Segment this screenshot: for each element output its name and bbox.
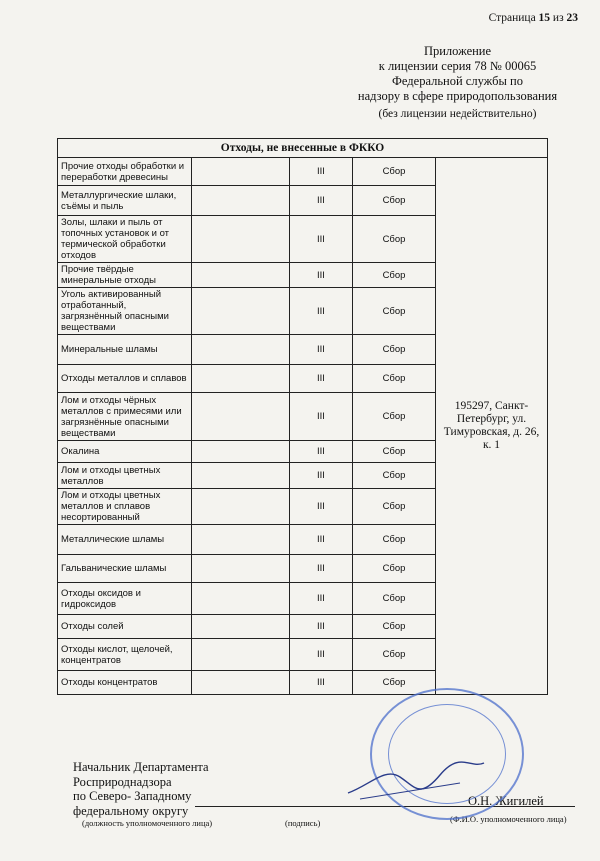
hazard-class: III <box>290 158 353 186</box>
appendix-line: надзору в сфере природопользования <box>357 89 558 103</box>
blank-cell <box>192 525 290 555</box>
hazard-class: III <box>290 671 353 695</box>
waste-table <box>57 138 548 695</box>
waste-name: Лом и отходы цветных металлов <box>58 463 192 489</box>
blank-cell <box>192 158 290 186</box>
table-header: Отходы, не внесенные в ФККО <box>58 139 548 158</box>
appendix-note: (без лицензии недействительно) <box>378 108 537 120</box>
activity-type: Сбор <box>353 158 436 186</box>
hazard-class: III <box>290 288 353 335</box>
blank-cell <box>192 489 290 525</box>
hazard-class: III <box>290 441 353 463</box>
page-separator: из <box>552 12 564 24</box>
waste-name: Прочие твёрдые минеральные отходы <box>58 263 192 288</box>
table-row <box>58 158 548 186</box>
handwritten-signature <box>340 755 490 805</box>
hazard-class: III <box>290 489 353 525</box>
caption-name: (Ф.И.О. уполномоченного лица) <box>450 814 567 824</box>
position-line: по Северо- Западному <box>73 789 192 803</box>
activity-type: Сбор <box>353 615 436 639</box>
activity-type: Сбор <box>353 639 436 671</box>
activity-type: Сбор <box>353 335 436 365</box>
waste-name: Отходы солей <box>58 615 192 639</box>
activity-type: Сбор <box>353 186 436 216</box>
hazard-class: III <box>290 583 353 615</box>
activity-type: Сбор <box>353 525 436 555</box>
hazard-class: III <box>290 639 353 671</box>
activity-type: Сбор <box>353 365 436 393</box>
blank-cell <box>192 441 290 463</box>
hazard-class: III <box>290 263 353 288</box>
activity-type: Сбор <box>353 555 436 583</box>
activity-type: Сбор <box>353 263 436 288</box>
activity-type: Сбор <box>353 288 436 335</box>
appendix-heading <box>330 44 585 122</box>
waste-name: Лом и отходы цветных металлов и сплавов несортированный <box>58 489 192 525</box>
blank-cell <box>192 671 290 695</box>
blank-cell <box>192 555 290 583</box>
blank-cell <box>192 186 290 216</box>
waste-name: Лом и отходы чёрных металлов с примесями или загрязнённые опасными веществами <box>58 393 192 441</box>
waste-name: Уголь активированный отработанный, загрязнённый опасными веществами <box>58 288 192 335</box>
hazard-class: III <box>290 555 353 583</box>
position-line: федеральному округу <box>73 803 189 818</box>
blank-cell <box>192 615 290 639</box>
activity-type: Сбор <box>353 489 436 525</box>
caption-position: (должность уполномоченного лица) <box>82 818 213 828</box>
activity-type: Сбор <box>353 216 436 263</box>
waste-name: Отходы кислот, щелочей, концентратов <box>58 639 192 671</box>
page-number <box>489 12 578 24</box>
address-cell: 195297, Санкт-Петербург, ул. Тимуровская, д. 26, к. 1 <box>436 158 548 695</box>
waste-name: Минеральные шламы <box>58 335 192 365</box>
hazard-class: III <box>290 216 353 263</box>
position-line: Начальник Департамента <box>73 760 209 774</box>
hazard-class: III <box>290 365 353 393</box>
activity-type: Сбор <box>353 463 436 489</box>
waste-name: Отходы оксидов и гидроксидов <box>58 583 192 615</box>
waste-name: Отходы металлов и сплавов <box>58 365 192 393</box>
blank-cell <box>192 263 290 288</box>
activity-type: Сбор <box>353 583 436 615</box>
hazard-class: III <box>290 525 353 555</box>
hazard-class: III <box>290 186 353 216</box>
appendix-line: Федеральной службы по <box>392 74 523 88</box>
waste-name: Металлические шламы <box>58 525 192 555</box>
blank-cell <box>192 583 290 615</box>
appendix-line: к лицензии серия 78 № 00065 <box>378 59 537 73</box>
page-current: 15 <box>538 12 551 24</box>
waste-name: Окалина <box>58 441 192 463</box>
blank-cell <box>192 288 290 335</box>
hazard-class: III <box>290 615 353 639</box>
signatory-position <box>73 760 253 818</box>
hazard-class: III <box>290 463 353 489</box>
waste-name: Прочие отходы обработки и переработки древесины <box>58 158 192 186</box>
blank-cell <box>192 365 290 393</box>
blank-cell <box>192 639 290 671</box>
blank-cell <box>192 463 290 489</box>
table-body <box>58 158 548 695</box>
blank-cell <box>192 216 290 263</box>
blank-cell <box>192 393 290 441</box>
waste-name: Золы, шлаки и пыль от топочных установок и от термической обработки отходов <box>58 216 192 263</box>
hazard-class: III <box>290 335 353 365</box>
activity-type: Сбор <box>353 441 436 463</box>
waste-name: Отходы концентратов <box>58 671 192 695</box>
caption-signature: (подпись) <box>285 818 321 828</box>
position-line: Росприроднадзора <box>73 774 172 789</box>
hazard-class: III <box>290 393 353 441</box>
waste-name: Гальванические шламы <box>58 555 192 583</box>
page-total: 23 <box>566 12 578 24</box>
blank-cell <box>192 335 290 365</box>
signatory-name: О.Н. Жигилей <box>468 794 544 808</box>
activity-type: Сбор <box>353 393 436 441</box>
waste-name: Металлургические шлаки, съёмы и пыль <box>58 186 192 216</box>
page-label: Страница <box>488 12 536 24</box>
appendix-line: Приложение <box>423 44 492 58</box>
activity-type: Сбор <box>353 671 436 695</box>
